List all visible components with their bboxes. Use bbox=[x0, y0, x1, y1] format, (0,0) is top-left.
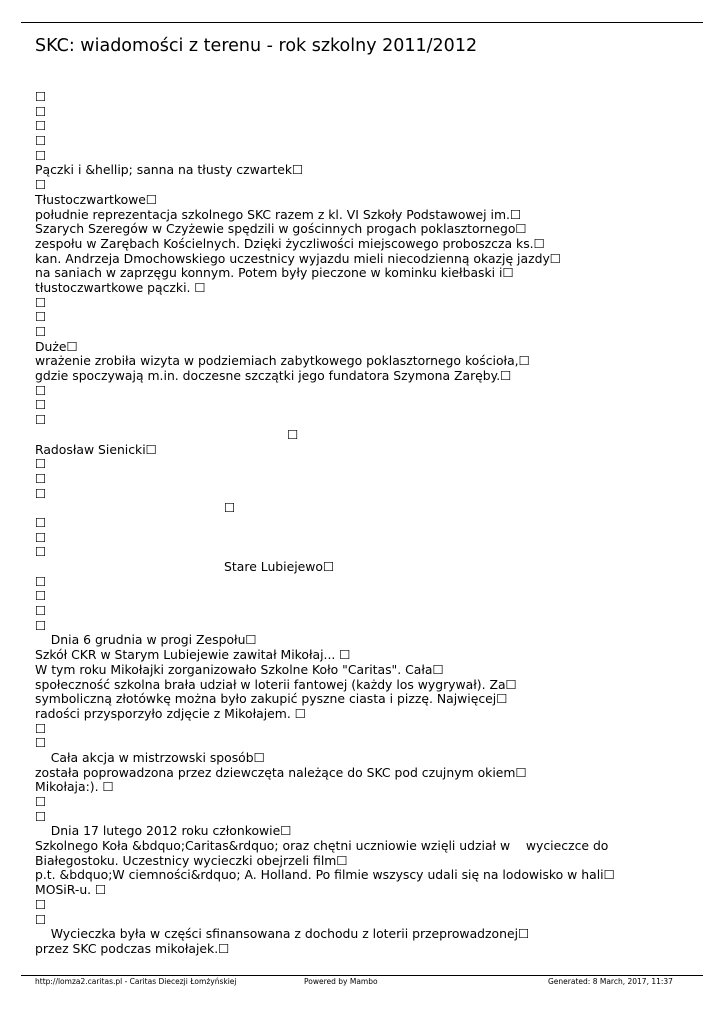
text-line: ☐ bbox=[35, 103, 47, 119]
text-line: symboliczną złotówkę można było zakupić pyszne ciasta i pizzę. Najwięcej☐ bbox=[35, 691, 508, 707]
text-line: ☐ bbox=[35, 147, 47, 163]
text-line: wrażenie zrobiła wizyta w podziemiach zabytkowego poklasztornego kościoła,☐ bbox=[35, 353, 530, 369]
text-line: Mikołaja:). ☐ bbox=[35, 779, 114, 795]
text-line: ☐ bbox=[35, 500, 236, 516]
text-line: tłustoczwartkowe pączki. ☐ bbox=[35, 279, 206, 295]
text-line: ☐ bbox=[35, 456, 47, 472]
text-line: ☐ bbox=[35, 529, 47, 545]
text-line: Tłustoczwartkowe☐ bbox=[35, 191, 158, 207]
text-line: W tym roku Mikołajki zorganizowało Szkolne Koło "Caritas". Cała☐ bbox=[35, 661, 444, 677]
text-line: Dnia 17 lutego 2012 roku członkowie☐ bbox=[35, 823, 292, 839]
text-line: ☐ bbox=[35, 324, 47, 339]
text-line: społeczność szkolna brała udział w loterii fantowej (każdy los wygrywał). Za☐ bbox=[35, 676, 517, 692]
text-line: ☐ bbox=[35, 133, 47, 149]
text-line: ☐ bbox=[35, 382, 47, 398]
text-line: południe reprezentacja szkolnego SKC razem z kl. VI Szkoły Podstawowej im.☐ bbox=[35, 206, 522, 222]
page-title: SKC: wiadomości z terenu - rok szkolny 2011/2012 bbox=[35, 36, 478, 56]
text-line: Szkół CKR w Starym Lubiejewie zawitał Mikołaj... ☐ bbox=[35, 647, 351, 663]
text-line: Wycieczka była w części sfinansowana z dochodu z loterii przeprowadzonej☐ bbox=[35, 926, 530, 942]
text-line: ☐ bbox=[35, 397, 47, 413]
text-line: na saniach w zaprzęgu konnym. Potem były pieczone w kominku kiełbaski i☐ bbox=[35, 265, 514, 281]
footer-powered-by: Powered by Mambo bbox=[304, 977, 378, 986]
text-line: Duże☐ bbox=[35, 338, 78, 354]
text-line: radości przysporzyło zdjęcie z Mikołajem. ☐ bbox=[35, 705, 306, 721]
text-line: ☐ bbox=[35, 720, 47, 736]
text-line: Szarych Szeregów w Czyżewie spędzili w gościnnych progach poklasztornego☐ bbox=[35, 221, 527, 237]
text-line: ☐ bbox=[35, 89, 47, 104]
text-line: ☐ bbox=[35, 177, 47, 193]
text-line: ☐ bbox=[35, 544, 47, 560]
text-line: ☐ bbox=[35, 735, 47, 751]
header-divider bbox=[21, 22, 703, 23]
text-line: Cała akcja w mistrzowski sposób☐ bbox=[35, 749, 265, 765]
text-line: ☐ bbox=[35, 294, 47, 310]
text-line: Dnia 6 grudnia w progi Zespołu☐ bbox=[35, 632, 257, 648]
text-line: MOSiR-u. ☐ bbox=[35, 882, 107, 898]
text-line: p.t. &bdquo;W ciemności&rdquo; A. Holland. Po filmie wszyscy udali się na lodowisko w hali☐ bbox=[35, 867, 615, 883]
text-line: kan. Andrzeja Dmochowskiego uczestnicy wyjazdu mieli niecodzienną okazję jazdy☐ bbox=[35, 250, 561, 266]
text-line: Szkolnego Koła &bdquo;Caritas&rdquo; oraz chętni uczniowie wzięli udział w wycieczce do bbox=[35, 838, 609, 854]
footer-site-link[interactable]: http://lomza2.caritas.pl - Caritas Diecezji Łomżyńskiej bbox=[35, 977, 237, 986]
text-line: ☐ bbox=[35, 485, 47, 501]
text-line: Radosław Sienicki☐ bbox=[35, 441, 157, 457]
text-line: ☐ bbox=[35, 426, 299, 442]
text-line: ☐ bbox=[35, 588, 47, 604]
text-line: ☐ bbox=[35, 617, 47, 633]
text-line: ☐ bbox=[35, 118, 47, 134]
text-line: Stare Lubiejewo☐ bbox=[35, 559, 335, 574]
text-line: została poprowadzona przez dziewczęta należące do SKC pod czujnym okiem☐ bbox=[35, 764, 527, 780]
text-line: ☐ bbox=[35, 514, 47, 530]
article-body bbox=[35, 90, 705, 957]
text-line: ☐ bbox=[35, 603, 47, 619]
text-line: ☐ bbox=[35, 911, 47, 927]
text-line: ☐ bbox=[35, 808, 47, 824]
text-line: przez SKC podczas mikołajek.☐ bbox=[35, 940, 230, 956]
text-line: Białegostoku. Uczestnicy wycieczki obejrzeli film☐ bbox=[35, 852, 348, 868]
text-line: ☐ bbox=[35, 573, 47, 589]
footer-divider bbox=[21, 975, 703, 976]
text-line: ☐ bbox=[35, 412, 47, 428]
text-line: ☐ bbox=[35, 309, 47, 325]
text-line: ☐ bbox=[35, 896, 47, 912]
text-line: gdzie spoczywają m.in. doczesne szczątki jego fundatora Szymona Zaręby.☐ bbox=[35, 368, 512, 384]
text-line: Pączki i &hellip; sanna na tłusty czwartek☐ bbox=[35, 162, 304, 178]
footer-generated-date: Generated: 8 March, 2017, 11:37 bbox=[548, 977, 673, 986]
text-line: zespołu w Zarębach Kościelnych. Dzięki życzliwości miejscowego proboszcza ks.☐ bbox=[35, 235, 545, 251]
text-line: ☐ bbox=[35, 470, 47, 486]
text-line: ☐ bbox=[35, 794, 47, 809]
